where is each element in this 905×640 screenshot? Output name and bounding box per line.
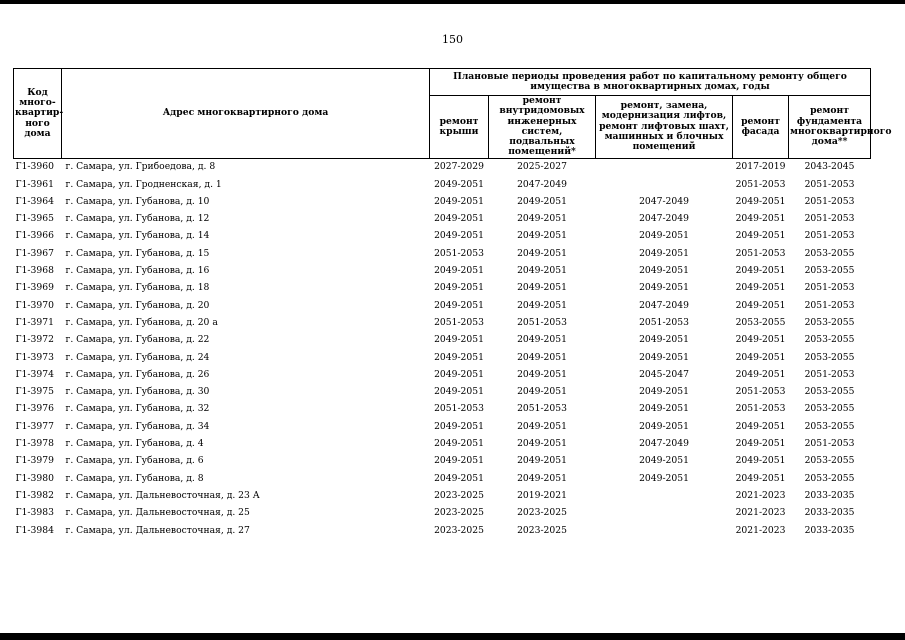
cell-code: Г1-3982 [15,489,54,501]
cell-foundation: 2053-2055 [804,351,855,363]
cell-elevators: 2051-2053 [639,316,689,328]
cell-roof: 2051-2053 [434,403,484,415]
cell-facade: 2049-2051 [735,455,786,467]
cell-facade: 2051-2053 [735,386,786,398]
cell-engineering: 2049-2051 [517,455,567,467]
cell-foundation: 2051-2053 [804,230,855,242]
cell-address: г. Самара, ул. Губанова, д. 14 [65,230,210,242]
table-row [14,418,871,435]
cell-address: г. Самара, ул. Губанова, д. 22 [65,334,210,346]
table-row [14,193,871,210]
cell-elevators: 2049-2051 [639,455,689,467]
header-elevators: ремонт, замена, модернизация лифтов, ремонт лифтовых шахт, машинных и блочных помещений [596,96,733,159]
cell-roof: 2023-2025 [434,524,484,536]
cell-elevators: 2045-2047 [639,368,689,380]
cell-address: г. Самара, ул. Губанова, д. 26 [65,368,210,380]
cell-address: г. Самара, ул. Губанова, д. 4 [65,438,204,450]
table-row [14,297,871,314]
cell-code: Г1-3984 [15,524,54,536]
cell-facade: 2049-2051 [735,334,786,346]
cell-facade: 2017-2019 [733,158,789,176]
cell-engineering: 2049-2051 [517,247,567,259]
cell-facade: 2049-2051 [735,351,786,363]
cell-code: Г1-3966 [15,230,54,242]
cell-code: Г1-3980 [15,472,54,484]
cell-facade: 2049-2051 [735,299,786,311]
cell-engineering: 2047-2049 [517,178,567,190]
cell-facade: 2049-2051 [735,213,786,225]
cell-roof: 2049-2051 [434,438,484,450]
cell-facade: 2021-2023 [735,489,786,501]
cell-facade: 2053-2055 [735,316,786,328]
cell-roof: 2049-2051 [434,351,484,363]
cell-foundation: 2033-2035 [804,507,855,519]
cell-elevators [596,176,733,193]
cell-code: Г1-3973 [15,351,54,363]
cell-engineering: 2019-2021 [517,489,567,501]
cell-engineering: 2049-2051 [517,386,567,398]
cell-roof: 2049-2051 [434,265,484,277]
cell-elevators: 2049-2051 [639,334,689,346]
cell-foundation: 2051-2053 [804,178,855,190]
cell-roof: 2049-2051 [434,334,484,346]
table-row [14,332,871,349]
cell-facade: 2051-2053 [735,403,786,415]
cell-elevators: 2049-2051 [639,230,689,242]
cell-foundation: 2053-2055 [804,265,855,277]
cell-facade: 2051-2053 [735,178,786,190]
cell-foundation: 2033-2035 [804,524,855,536]
cell-elevators [596,522,733,539]
cell-foundation: 2053-2055 [804,334,855,346]
cell-facade: 2049-2051 [735,265,786,277]
header-foundation: ремонт фундамента многоквартирного дома** [789,96,871,159]
cell-address: г. Самара, ул. Губанова, д. 20 а [65,316,218,328]
header-roof: ремонт крыши [430,96,489,159]
cell-code: Г1-3964 [15,195,54,207]
top-border-bar [0,0,905,4]
cell-roof: 2049-2051 [434,230,484,242]
cell-elevators: 2049-2051 [639,386,689,398]
table-row [14,505,871,522]
cell-elevators [596,158,733,176]
cell-roof: 2023-2025 [434,507,484,519]
cell-code: Г1-3969 [15,282,54,294]
cell-facade: 2049-2051 [735,368,786,380]
cell-code: Г1-3983 [15,507,54,519]
cell-foundation: 2053-2055 [804,455,855,467]
cell-roof: 2049-2051 [434,195,484,207]
cell-facade: 2049-2051 [735,230,786,242]
cell-elevators: 2047-2049 [639,438,689,450]
page-number: 150 [442,33,463,46]
cell-code: Г1-3968 [15,265,54,277]
cell-code: Г1-3967 [15,247,54,259]
cell-elevators: 2047-2049 [639,213,689,225]
cell-code: Г1-3960 [14,158,62,176]
cell-foundation: 2053-2055 [804,403,855,415]
cell-engineering: 2049-2051 [517,299,567,311]
cell-code: Г1-3977 [15,420,54,432]
cell-roof: 2049-2051 [434,455,484,467]
cell-engineering: 2049-2051 [517,438,567,450]
table-row [14,522,871,539]
cell-foundation: 2053-2055 [804,316,855,328]
cell-elevators: 2049-2051 [639,472,689,484]
cell-roof: 2049-2051 [434,213,484,225]
cell-engineering: 2049-2051 [517,368,567,380]
cell-roof: 2027-2029 [430,158,489,176]
table-row [14,211,871,228]
cell-code: Г1-3972 [15,334,54,346]
cell-engineering: 2051-2053 [517,316,567,328]
table-row [14,245,871,262]
cell-address: г. Самара, ул. Губанова, д. 16 [65,265,210,277]
cell-code: Г1-3975 [15,386,54,398]
cell-roof: 2049-2051 [434,420,484,432]
cell-address: г. Самара, ул. Гродненская, д. 1 [65,178,222,190]
cell-facade: 2049-2051 [735,472,786,484]
table-row [14,401,871,418]
header-code: Код много-квартир-ного дома [14,69,62,159]
cell-address: г. Самара, ул. Губанова, д. 10 [65,195,210,207]
cell-foundation: 2053-2055 [804,420,855,432]
cell-roof: 2049-2051 [434,299,484,311]
table-row [14,176,871,193]
cell-code: Г1-3978 [15,438,54,450]
cell-code: Г1-3979 [15,455,54,467]
cell-engineering: 2049-2051 [517,265,567,277]
cell-foundation: 2053-2055 [804,386,855,398]
cell-address: г. Самара, ул. Губанова, д. 24 [65,351,210,363]
table-row [14,228,871,245]
cell-facade: 2049-2051 [735,438,786,450]
table-row [14,349,871,366]
cell-roof: 2023-2025 [434,489,484,501]
cell-address: г. Самара, ул. Дальневосточная, д. 23 А [65,489,260,501]
cell-engineering: 2049-2051 [517,195,567,207]
cell-roof: 2049-2051 [434,282,484,294]
cell-engineering: 2049-2051 [517,351,567,363]
header-planned-periods: Плановые периоды проведения работ по капитальному ремонту общего имущества в многоквартирных домах, годы [430,69,871,96]
cell-roof: 2049-2051 [434,472,484,484]
cell-roof: 2051-2053 [434,316,484,328]
cell-address: г. Самара, ул. Губанова, д. 34 [65,420,210,432]
cell-facade: 2051-2053 [735,247,786,259]
cell-foundation: 2051-2053 [804,213,855,225]
table-body [14,158,871,539]
cell-foundation: 2051-2053 [804,282,855,294]
cell-facade: 2021-2023 [735,524,786,536]
cell-foundation: 2033-2035 [804,489,855,501]
cell-facade: 2021-2023 [735,507,786,519]
bottom-border-bar [0,633,905,640]
table-row [14,158,871,176]
cell-foundation: 2053-2055 [804,247,855,259]
table-row [14,470,871,487]
cell-elevators: 2049-2051 [639,265,689,277]
cell-elevators: 2049-2051 [639,351,689,363]
cell-roof: 2049-2051 [434,368,484,380]
cell-address: г. Самара, ул. Губанова, д. 32 [65,403,210,415]
cell-code: Г1-3961 [15,178,54,190]
cell-facade: 2049-2051 [735,420,786,432]
table-row [14,280,871,297]
cell-address: г. Самара, ул. Губанова, д. 15 [65,247,210,259]
header-facade: ремонт фасада [733,96,789,159]
cell-engineering: 2023-2025 [517,507,567,519]
cell-code: Г1-3965 [15,213,54,225]
cell-address: г. Самара, ул. Губанова, д. 8 [65,472,204,484]
cell-address: г. Самара, ул. Губанова, д. 20 [65,299,210,311]
table-row [14,263,871,280]
cell-elevators: 2049-2051 [639,403,689,415]
cell-code: Г1-3974 [15,368,54,380]
cell-engineering: 2049-2051 [517,334,567,346]
cell-elevators [596,487,733,504]
cell-engineering: 2023-2025 [517,524,567,536]
cell-code: Г1-3970 [15,299,54,311]
cell-address: г. Самара, ул. Губанова, д. 30 [65,386,210,398]
cell-elevators: 2047-2049 [639,299,689,311]
cell-engineering: 2049-2051 [517,282,567,294]
header-engineering: ремонт внутридомовых инженерных систем, подвальных помещений* [489,96,596,159]
cell-roof: 2049-2051 [434,386,484,398]
table-row [14,384,871,401]
cell-address: г. Самара, ул. Губанова, д. 12 [65,213,210,225]
table-row [14,314,871,331]
cell-roof: 2049-2051 [434,178,484,190]
cell-engineering: 2049-2051 [517,213,567,225]
cell-elevators: 2049-2051 [639,282,689,294]
table-row [14,487,871,504]
cell-code: Г1-3976 [15,403,54,415]
cell-facade: 2049-2051 [735,282,786,294]
cell-foundation: 2051-2053 [804,368,855,380]
cell-elevators: 2049-2051 [639,247,689,259]
table-row [14,436,871,453]
cell-foundation: 2053-2055 [804,472,855,484]
cell-address: г. Самара, ул. Дальневосточная, д. 25 [65,507,250,519]
cell-code: Г1-3971 [15,316,54,328]
cell-engineering: 2049-2051 [517,420,567,432]
table-row [14,366,871,383]
cell-engineering: 2051-2053 [517,403,567,415]
cell-foundation: 2051-2053 [804,438,855,450]
cell-engineering: 2049-2051 [517,472,567,484]
cell-address: г. Самара, ул. Губанова, д. 18 [65,282,210,294]
cell-address: г. Самара, ул. Губанова, д. 6 [65,455,204,467]
cell-address: г. Самара, ул. Дальневосточная, д. 27 [65,524,250,536]
table-row [14,453,871,470]
cell-foundation: 2043-2045 [789,158,871,176]
cell-elevators: 2049-2051 [639,420,689,432]
cell-foundation: 2051-2053 [804,195,855,207]
capital-repair-table [13,68,892,539]
cell-engineering: 2025-2027 [489,158,596,176]
cell-elevators: 2047-2049 [639,195,689,207]
cell-roof: 2051-2053 [434,247,484,259]
cell-elevators [596,505,733,522]
cell-foundation: 2051-2053 [804,299,855,311]
header-address: Адрес многоквартирного дома [62,69,430,159]
cell-address: г. Самара, ул. Грибоедова, д. 8 [62,158,430,176]
cell-facade: 2049-2051 [735,195,786,207]
cell-engineering: 2049-2051 [517,230,567,242]
